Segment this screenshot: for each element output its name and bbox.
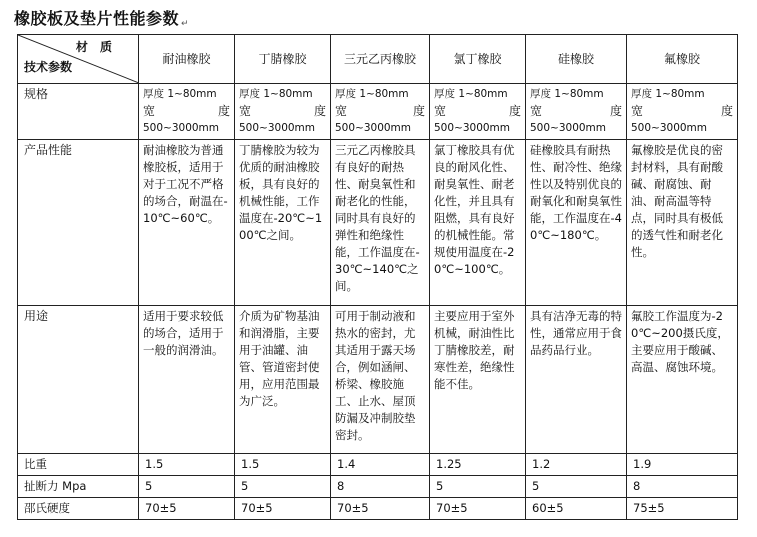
tensile-value: 5 bbox=[526, 476, 627, 498]
tensile-value: 5 bbox=[430, 476, 526, 498]
material-header: 三元乙丙橡胶 bbox=[331, 35, 430, 84]
material-header: 耐油橡胶 bbox=[139, 35, 235, 84]
usage-cell: 氟胶工作温度为-20℃~200摄氏度，主要应用于酸碱、高温、腐蚀环境。 bbox=[627, 306, 738, 454]
usage-cell: 适用于要求较低的场合，适用于一般的润滑油。 bbox=[139, 306, 235, 454]
usage-row bbox=[18, 306, 738, 454]
performance-cell: 耐油橡胶为普通橡胶板，适用于对于工况不严格的场合，耐温在-10℃~60℃。 bbox=[139, 140, 235, 306]
hardness-value: 60±5 bbox=[526, 498, 627, 520]
performance-row bbox=[18, 140, 738, 306]
spec-cell: 厚度 1~80mm 宽 度 500~3000mm bbox=[627, 84, 738, 140]
gravity-value: 1.9 bbox=[627, 454, 738, 476]
spec-cell: 厚度 1~80mm 宽 度 500~3000mm bbox=[331, 84, 430, 140]
performance-table bbox=[17, 34, 738, 520]
row-label-hardness: 邵氏硬度 bbox=[18, 498, 139, 520]
performance-cell: 硅橡胶具有耐热性、耐冷性、绝缘性以及特别优良的耐氧化和耐臭氧性能，工作温度在-40℃~180℃。 bbox=[526, 140, 627, 306]
tensile-value: 5 bbox=[235, 476, 331, 498]
row-label-usage: 用途 bbox=[18, 306, 139, 454]
hardness-row bbox=[18, 498, 738, 520]
spec-cell: 厚度 1~80mm 宽 度 500~3000mm bbox=[526, 84, 627, 140]
material-header: 硅橡胶 bbox=[526, 35, 627, 84]
performance-cell: 丁腈橡胶为较为优质的耐油橡胶板，具有良好的机械性能，工作温度在-20℃~100℃之间。 bbox=[235, 140, 331, 306]
usage-cell: 介质为矿物基油和润滑脂，主要用于油罐、油管、管道密封使用，应用范围最为广泛。 bbox=[235, 306, 331, 454]
tensile-value: 8 bbox=[331, 476, 430, 498]
page-title: 橡胶板及垫片性能参数 ↵ bbox=[14, 9, 190, 29]
spec-row bbox=[18, 84, 738, 140]
gravity-value: 1.5 bbox=[139, 454, 235, 476]
hardness-value: 70±5 bbox=[430, 498, 526, 520]
gravity-value: 1.4 bbox=[331, 454, 430, 476]
hardness-value: 75±5 bbox=[627, 498, 738, 520]
gravity-value: 1.2 bbox=[526, 454, 627, 476]
usage-cell: 主要应用于室外机械，耐油性比丁腈橡胶差，耐寒性差，绝缘性能不佳。 bbox=[430, 306, 526, 454]
tensile-value: 5 bbox=[139, 476, 235, 498]
material-header: 氯丁橡胶 bbox=[430, 35, 526, 84]
gravity-value: 1.25 bbox=[430, 454, 526, 476]
usage-cell: 具有洁净无毒的特性，通常应用于食品药品行业。 bbox=[526, 306, 627, 454]
gravity-value: 1.5 bbox=[235, 454, 331, 476]
corner-header bbox=[18, 35, 139, 84]
row-label-tensile: 扯断力 Mpa bbox=[18, 476, 139, 498]
performance-cell: 三元乙丙橡胶具有良好的耐热性、耐臭氧性和耐老化的性能，同时具有良好的弹性和绝缘性能，工作温度在-30℃~140℃之间。 bbox=[331, 140, 430, 306]
row-label-gravity: 比重 bbox=[18, 454, 139, 476]
spec-cell: 厚度 1~80mm 宽 度 500~3000mm bbox=[139, 84, 235, 140]
gravity-row bbox=[18, 454, 738, 476]
tech-param-label: 技术参数 bbox=[24, 60, 73, 74]
hardness-value: 70±5 bbox=[235, 498, 331, 520]
hardness-value: 70±5 bbox=[331, 498, 430, 520]
performance-cell: 氯丁橡胶具有优良的耐风化性、耐臭氧性、耐老化性，并且具有阻燃，具有良好的机械性能。常规使用温度在-20℃~100℃。 bbox=[430, 140, 526, 306]
row-label-performance: 产品性能 bbox=[18, 140, 139, 306]
material-label: 材 质 bbox=[75, 40, 116, 54]
performance-cell: 氟橡胶是优良的密封材料，具有耐酸碱、耐腐蚀、耐油、耐高温等特点，同时具有极低的透气性和耐老化性。 bbox=[627, 140, 738, 306]
spec-cell: 厚度 1~80mm 宽 度 500~3000mm bbox=[430, 84, 526, 140]
hardness-value: 70±5 bbox=[139, 498, 235, 520]
row-label-spec: 规格 bbox=[18, 84, 139, 140]
material-header: 丁腈橡胶 bbox=[235, 35, 331, 84]
tensile-value: 8 bbox=[627, 476, 738, 498]
usage-cell: 可用于制动液和热水的密封，尤其适用于露天场合，例如涵闸、桥梁、橡胶施工、止水、屋顶防漏及冲制胶垫密封。 bbox=[331, 306, 430, 454]
header-row bbox=[18, 35, 738, 84]
spec-cell: 厚度 1~80mm 宽 度 500~3000mm bbox=[235, 84, 331, 140]
tensile-row bbox=[18, 476, 738, 498]
material-header: 氟橡胶 bbox=[627, 35, 738, 84]
